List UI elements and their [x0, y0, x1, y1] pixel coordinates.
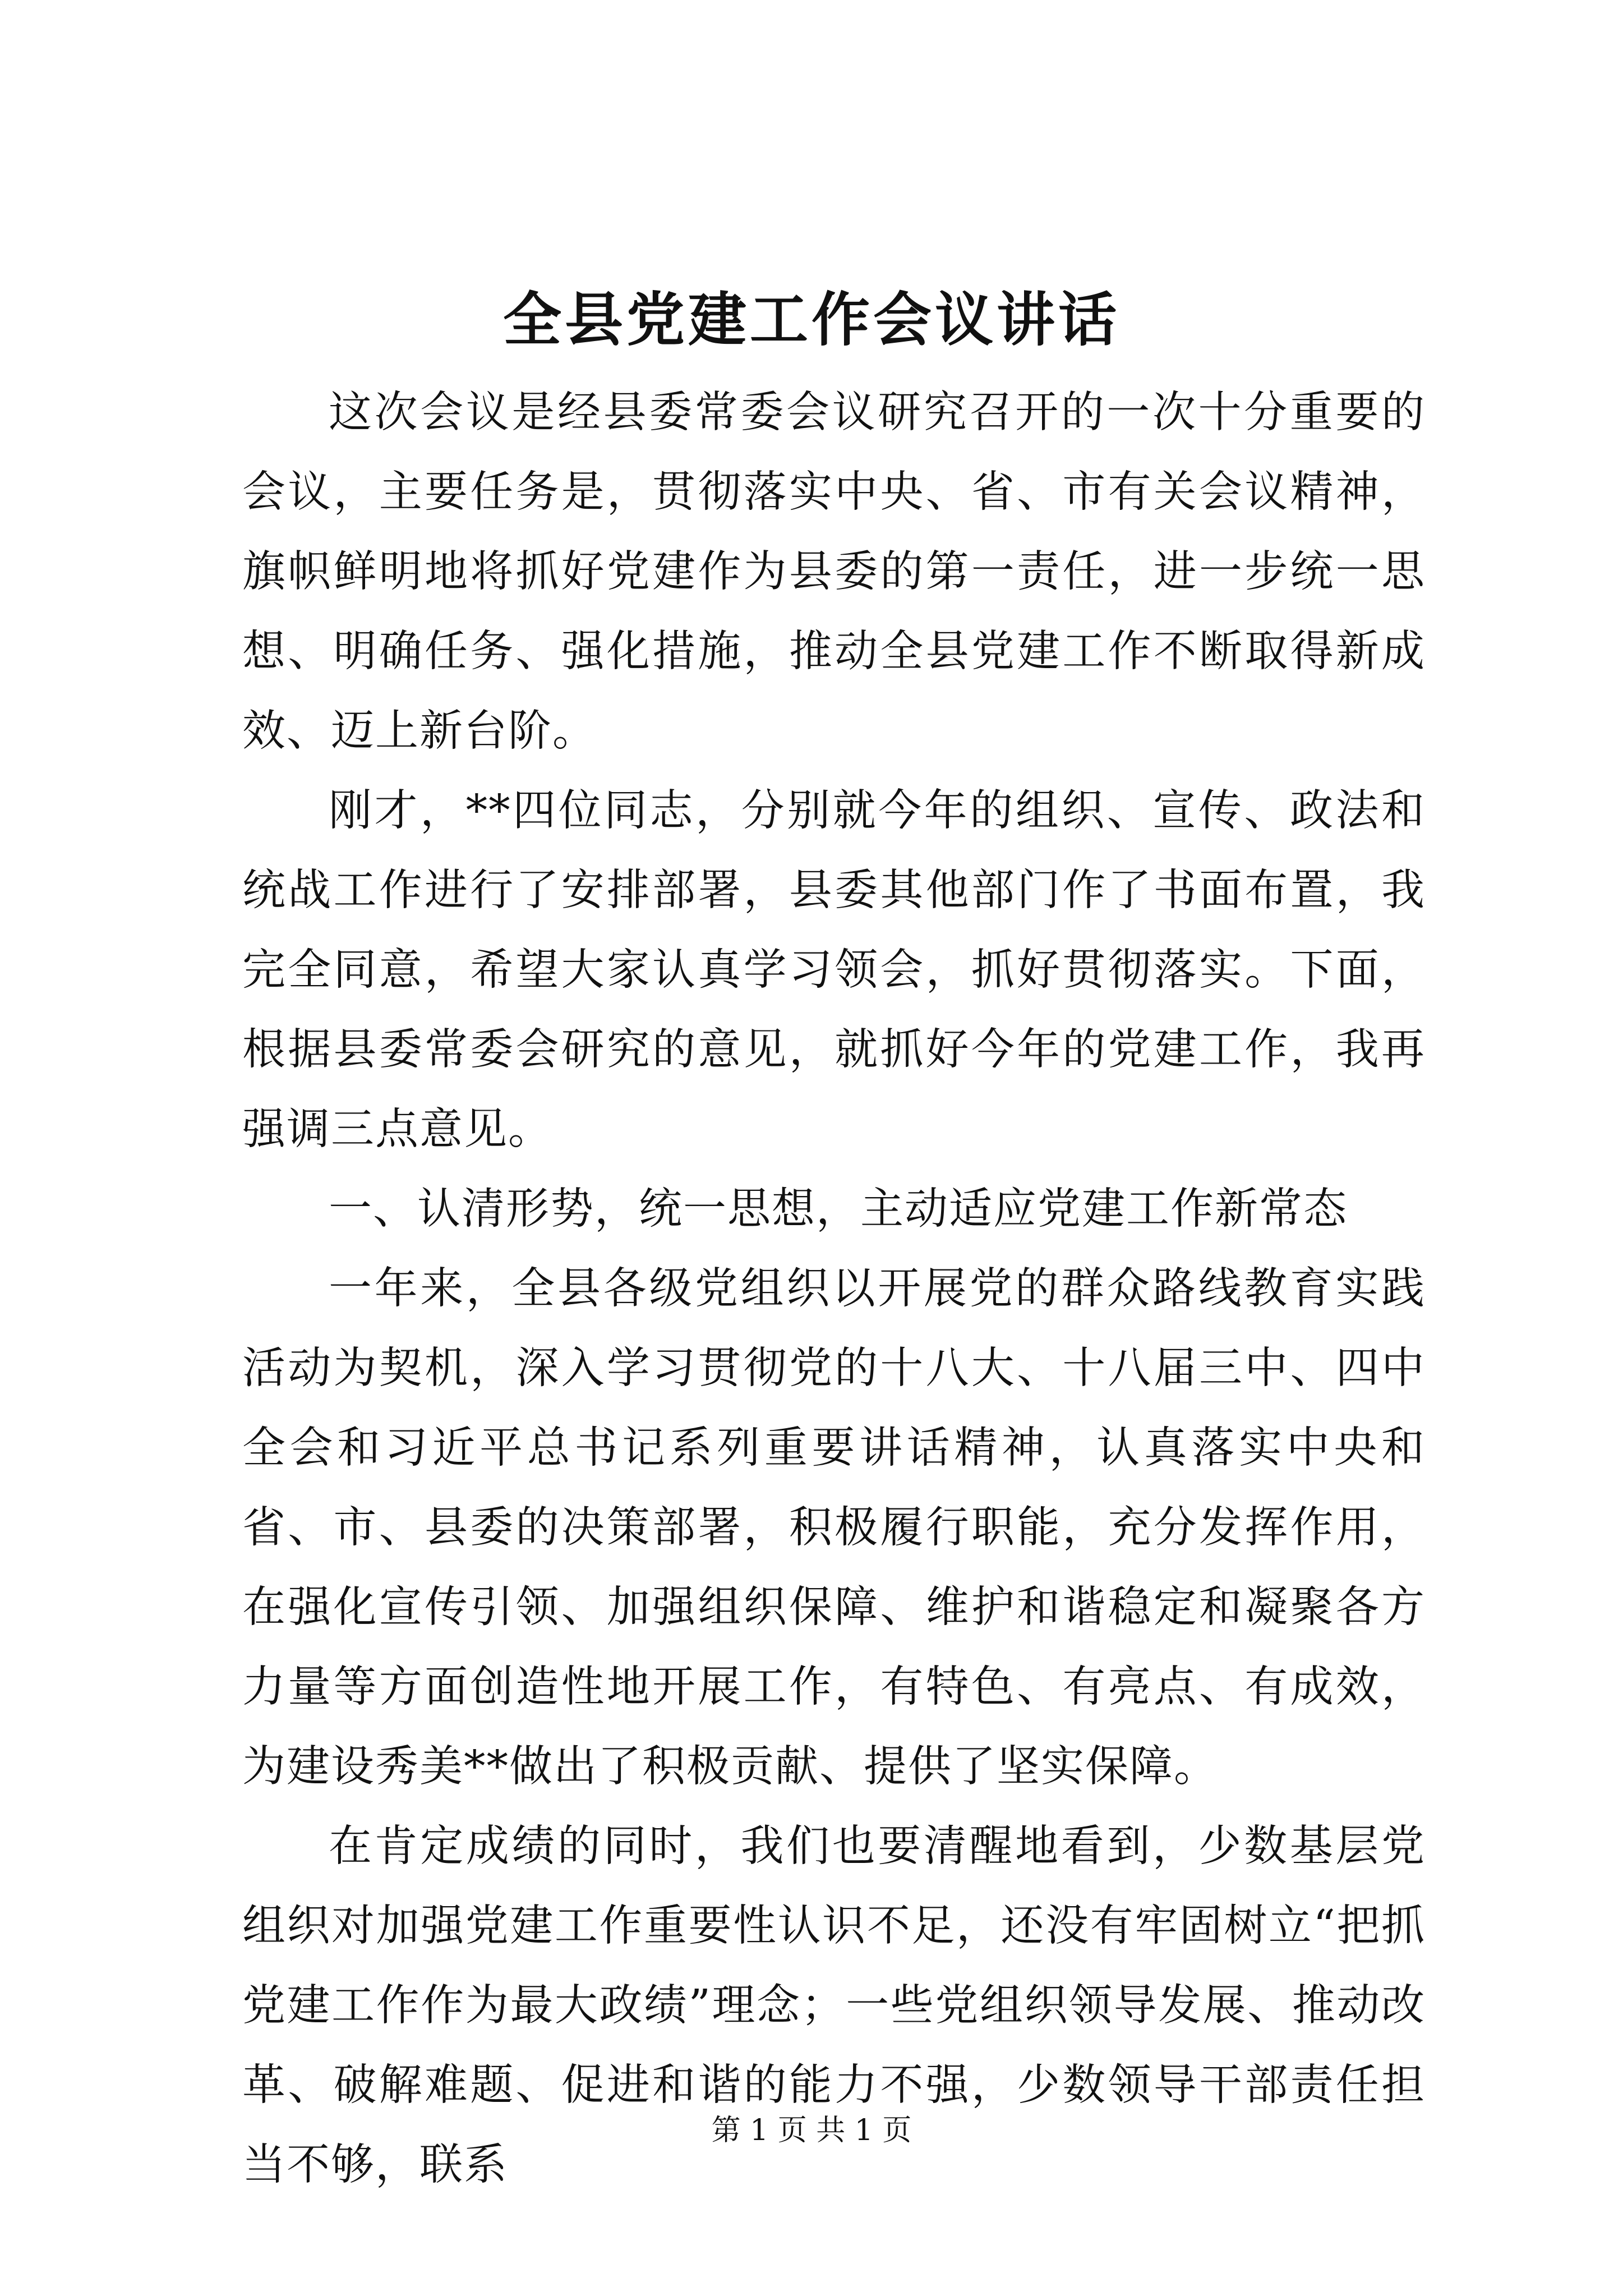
paragraph-1: 这次会议是经县委常委会议研究召开的一次十分重要的会议，主要任务是，贯彻落实中央、省、市有关会议精神，旗帜鲜明地将抓好党建作为县委的第一责任，进一步统一思想、明确任务、强化措施，推动全县党建工作不断取得新成效、迈上新台阶。 — [242, 388, 1426, 756]
paragraph-2: 刚才，**四位同志，分别就今年的组织、宣传、政法和统战工作进行了安排部署，县委其他部门作了书面布置，我完全同意，希望大家认真学习领会，抓好贯彻落实。下面，根据县委常委会研究的意见，就抓好今年的党建工作，我再强调三点意见。 — [242, 786, 1426, 1154]
paragraph-4: 在肯定成绩的同时，我们也要清醒地看到，少数基层党组织对加强党建工作重要性认识不足，还没有牢固树立“把抓党建工作作为最大政绩”理念；一些党组织领导发展、推动改革、破解难题、促进和谐的能力不强，少数领导干部责任担当不够，联系 — [242, 1821, 1426, 2190]
page-footer: 第 1 页 共 1 页 — [711, 2114, 912, 2147]
paragraph-3: 一年来，全县各级党组织以开展党的群众路线教育实践活动为契机，深入学习贯彻党的十八大、十八届三中、四中全会和习近平总书记系列重要讲话精神，认真落实中央和省、市、县委的决策部署，积极履行职能，充分发挥作用，在强化宣传引领、加强组织保障、维护和谐稳定和凝聚各方力量等方面创造性地开展工作，有特色、有亮点、有成效，为建设秀美**做出了积极贡献、提供了坚实保障。 — [242, 1264, 1426, 1792]
section-heading-1: 一、认清形势，统一思想，主动适应党建工作新常态 — [329, 1184, 1348, 1234]
document-body — [242, 373, 1426, 2205]
page-title: 全县党建工作会议讲话 — [502, 285, 1120, 354]
